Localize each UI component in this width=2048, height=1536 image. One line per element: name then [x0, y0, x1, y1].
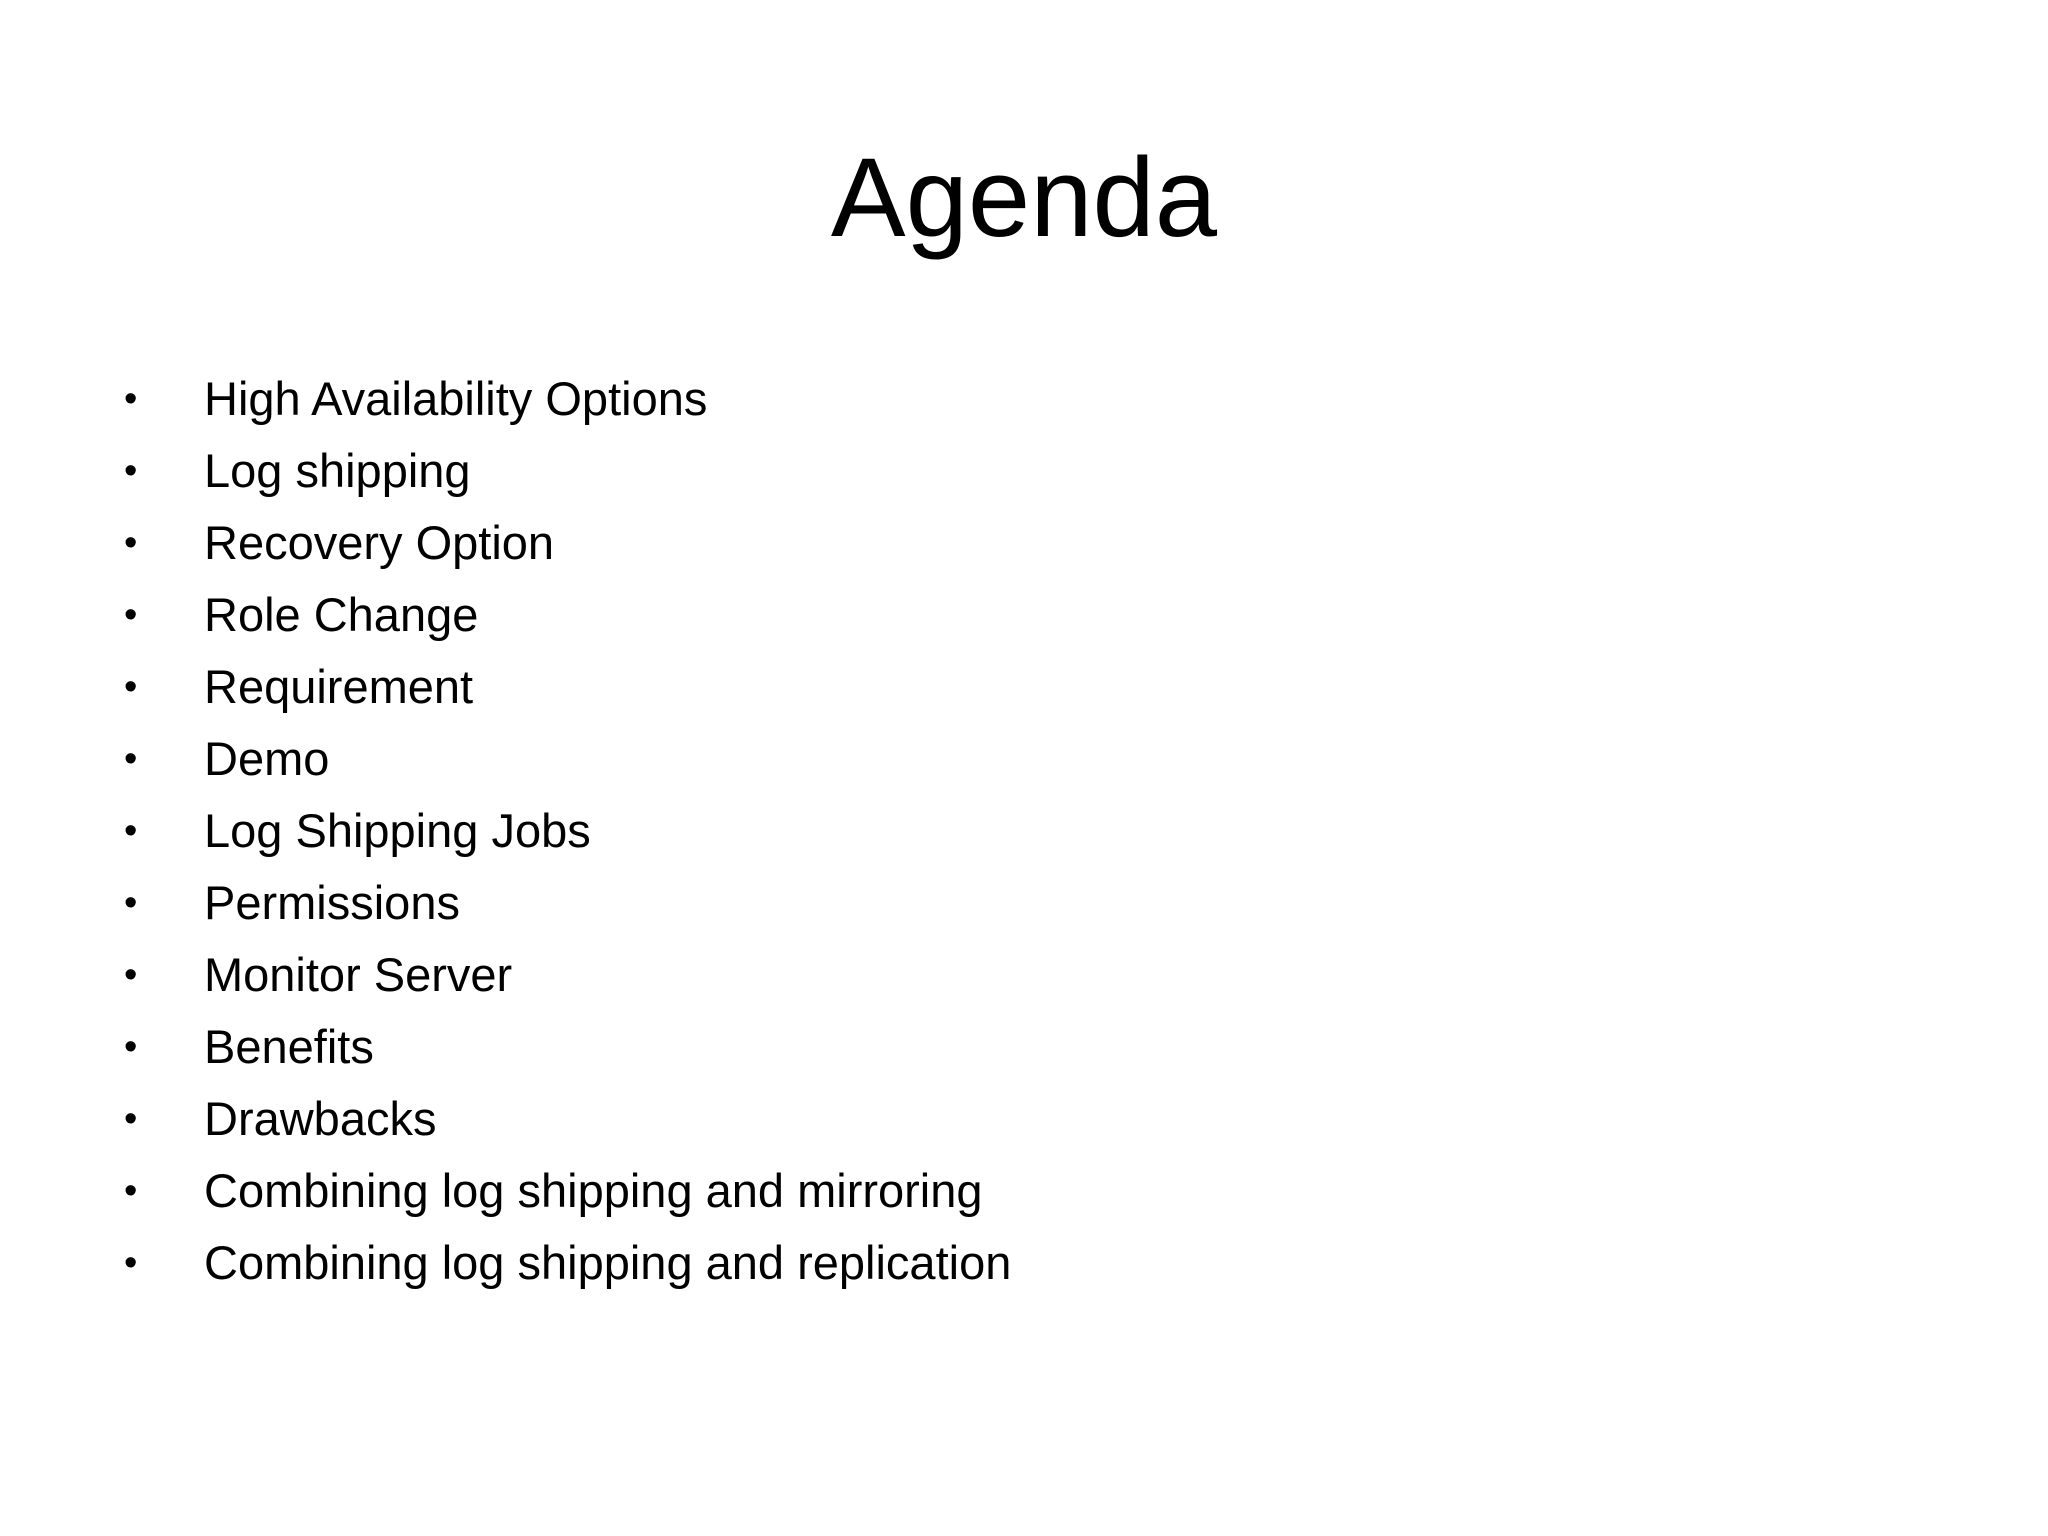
agenda-item-label: Combining log shipping and replication	[204, 1236, 1012, 1289]
agenda-item-label: Drawbacks	[204, 1092, 437, 1145]
agenda-item-label: Log Shipping Jobs	[204, 804, 591, 857]
agenda-item-label: Combining log shipping and mirroring	[204, 1164, 983, 1217]
bullet-icon: •	[124, 450, 138, 492]
bullet-icon: •	[124, 738, 138, 780]
agenda-item-label: Requirement	[204, 660, 474, 713]
agenda-item-label: Log shipping	[204, 444, 471, 497]
bullet-icon: •	[124, 666, 138, 708]
agenda-item	[0, 507, 1800, 579]
agenda-item-label: Demo	[204, 732, 330, 785]
agenda-item	[0, 579, 1800, 651]
bullet-icon: •	[124, 882, 138, 924]
bullet-icon: •	[124, 1170, 138, 1212]
agenda-item	[0, 651, 1800, 723]
agenda-list	[0, 363, 1800, 1299]
bullet-icon: •	[124, 810, 138, 852]
agenda-item	[0, 1011, 1800, 1083]
bullet-icon: •	[124, 594, 138, 636]
agenda-item	[0, 867, 1800, 939]
agenda-item-label: Role Change	[204, 588, 479, 641]
agenda-item	[0, 795, 1800, 867]
bullet-icon: •	[124, 378, 138, 420]
bullet-icon: •	[124, 1098, 138, 1140]
agenda-item	[0, 363, 1800, 435]
agenda-item	[0, 1083, 1800, 1155]
agenda-item	[0, 1227, 1800, 1299]
agenda-item	[0, 435, 1800, 507]
agenda-item	[0, 723, 1800, 795]
slide-title: Agenda	[830, 135, 1218, 260]
agenda-item-label: Benefits	[204, 1020, 374, 1073]
bullet-icon: •	[124, 1242, 138, 1284]
agenda-item-label: Recovery Option	[204, 516, 555, 569]
agenda-item	[0, 1155, 1800, 1227]
agenda-item-label: High Availability Options	[204, 372, 708, 425]
agenda-item	[0, 939, 1800, 1011]
agenda-item-label: Permissions	[204, 876, 460, 929]
bullet-icon: •	[124, 522, 138, 564]
bullet-icon: •	[124, 954, 138, 996]
agenda-item-label: Monitor Server	[204, 948, 513, 1001]
bullet-icon: •	[124, 1026, 138, 1068]
